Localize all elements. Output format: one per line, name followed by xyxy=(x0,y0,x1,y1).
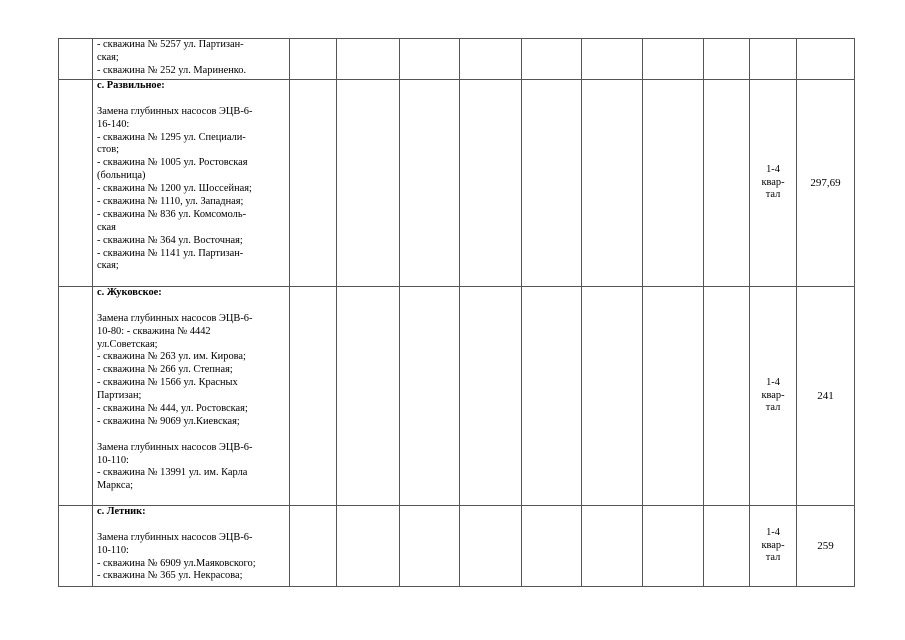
description-line: Замена глубинных насосов ЭЦВ-6- xyxy=(97,105,253,117)
table-row xyxy=(59,506,855,587)
description-line: Замена глубинных насосов ЭЦВ-6- xyxy=(97,531,253,543)
description-line: - скважина № 1295 ул. Специали- xyxy=(97,131,246,143)
cell-empty xyxy=(290,80,337,287)
table-row xyxy=(59,39,855,80)
cell-empty xyxy=(337,80,400,287)
settlement-heading: с. Жуковское: xyxy=(97,287,162,298)
cell-empty xyxy=(643,506,704,587)
description-line: - скважина № 1141 ул. Партизан- xyxy=(97,247,244,259)
description-line: ская; xyxy=(97,260,119,272)
quarter-line: квар- xyxy=(761,539,785,551)
cell-empty xyxy=(400,39,460,80)
quarter-line: тал xyxy=(765,402,781,414)
cell-index xyxy=(59,506,93,587)
cell-empty xyxy=(337,287,400,506)
description-line: 16-140: xyxy=(97,118,130,130)
cell-description xyxy=(93,80,290,287)
description-line: - скважина № 1005 ул. Ростовская xyxy=(97,157,248,169)
quarter-line: 1-4 xyxy=(766,376,780,388)
cell-description xyxy=(93,287,290,506)
cell-empty xyxy=(337,506,400,587)
description-line: - скважина № 1200 ул. Шоссейная; xyxy=(97,183,252,195)
quarter-line: тал xyxy=(765,552,781,564)
cell-empty xyxy=(290,506,337,587)
cell-index xyxy=(59,80,93,287)
description-line: - скважина № 252 ул. Мариненко. xyxy=(97,64,247,76)
description-line: - скважина № 1110, ул. Западная; xyxy=(97,196,244,208)
cell-empty xyxy=(704,506,750,587)
description-line: - скважина № 13991 ул. им. Карла xyxy=(97,467,248,479)
cell-empty xyxy=(582,80,643,287)
cell-empty xyxy=(704,39,750,80)
cell-index xyxy=(59,39,93,80)
cell-empty xyxy=(337,39,400,80)
quarter-line: квар- xyxy=(761,389,785,401)
table-row xyxy=(59,287,855,506)
cell-value xyxy=(797,39,855,80)
cell-empty xyxy=(582,506,643,587)
description-line: - скважина № 266 ул. Степная; xyxy=(97,364,233,376)
description-line xyxy=(97,519,286,532)
cell-empty xyxy=(400,287,460,506)
cell-empty xyxy=(522,506,582,587)
cell-value: 241 xyxy=(797,287,855,506)
cell-empty xyxy=(460,80,522,287)
description-line: - скважина № 836 ул. Комсомоль- xyxy=(97,208,247,220)
cell-empty xyxy=(290,39,337,80)
cell-empty xyxy=(522,287,582,506)
description-line: ская xyxy=(97,221,116,233)
description-line: 10-80: - скважина № 4442 xyxy=(97,325,211,337)
description-line: - скважина № 9069 ул.Киевская; xyxy=(97,415,240,427)
description-line: Замена глубинных насосов ЭЦВ-6- xyxy=(97,312,253,324)
description-line: - скважина № 365 ул. Некрасова; xyxy=(97,570,243,582)
cell-empty xyxy=(460,506,522,587)
description-line xyxy=(97,429,286,442)
cell-quarter xyxy=(750,287,797,506)
cell-empty xyxy=(460,39,522,80)
cell-empty xyxy=(290,287,337,506)
cell-empty xyxy=(643,39,704,80)
description-line: (больница) xyxy=(97,170,146,182)
cell-empty xyxy=(643,80,704,287)
description-line: ул.Советская; xyxy=(97,338,158,350)
cell-empty xyxy=(704,80,750,287)
description-line: - скважина № 444, ул. Ростовская; xyxy=(97,403,248,415)
cell-empty xyxy=(400,506,460,587)
description-line: Замена глубинных насосов ЭЦВ-6- xyxy=(97,441,253,453)
cell-empty xyxy=(704,287,750,506)
quarter-line: тал xyxy=(765,189,781,201)
cell-empty xyxy=(522,80,582,287)
cell-quarter xyxy=(750,80,797,287)
description-line: стов; xyxy=(97,144,120,156)
description-line: 10-110: xyxy=(97,454,129,466)
cell-empty xyxy=(582,287,643,506)
works-table xyxy=(58,38,855,587)
description-line: ская; xyxy=(97,51,119,63)
quarter-line: 1-4 xyxy=(766,163,780,175)
cell-description xyxy=(93,39,290,80)
cell-empty xyxy=(460,287,522,506)
description-line: Маркса; xyxy=(97,480,134,492)
quarter-line: 1-4 xyxy=(766,526,780,538)
description-line: - скважина № 1566 ул. Красных xyxy=(97,377,238,389)
description-line: - скважина № 5257 ул. Партизан- xyxy=(97,39,244,50)
description-line: - скважина № 6909 ул.Маяковского; xyxy=(97,557,256,569)
cell-value: 259 xyxy=(797,506,855,587)
cell-description xyxy=(93,506,290,587)
cell-quarter xyxy=(750,39,797,80)
description-line: - скважина № 263 ул. им. Кирова; xyxy=(97,351,246,363)
description-line xyxy=(97,93,286,106)
description-line: - скважина № 364 ул. Восточная; xyxy=(97,234,243,246)
table-row xyxy=(59,80,855,287)
cell-value: 297,69 xyxy=(797,80,855,287)
quarter-line: квар- xyxy=(761,176,785,188)
cell-empty xyxy=(522,39,582,80)
cell-empty xyxy=(643,287,704,506)
cell-empty xyxy=(400,80,460,287)
settlement-heading: с. Развильное: xyxy=(97,80,165,91)
description-line: 10-110: xyxy=(97,544,129,556)
settlement-heading: с. Летник: xyxy=(97,506,146,517)
description-line xyxy=(97,300,286,313)
cell-index xyxy=(59,287,93,506)
cell-quarter xyxy=(750,506,797,587)
cell-empty xyxy=(582,39,643,80)
description-line: Партизан; xyxy=(97,390,142,402)
